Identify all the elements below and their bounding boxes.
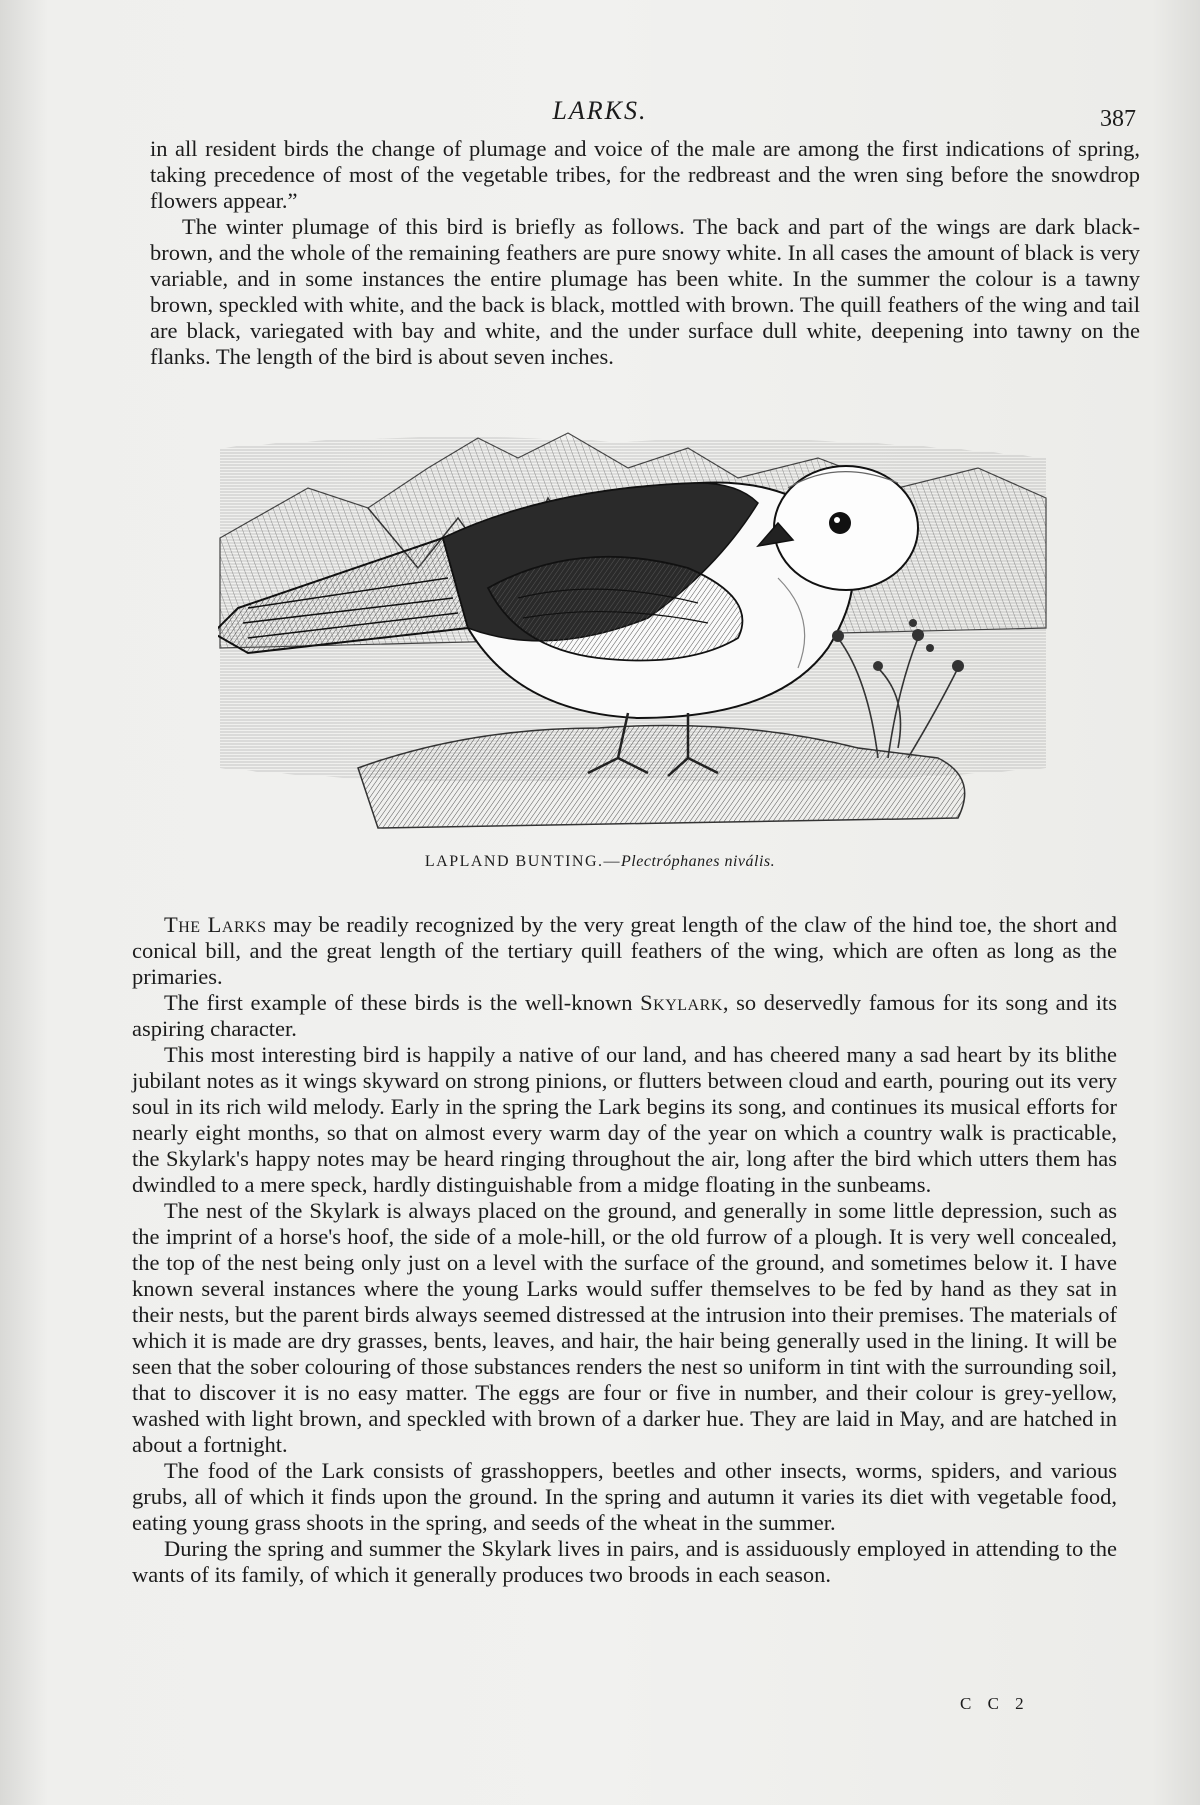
larks-dropcap: The Larks — [164, 912, 267, 937]
paragraph-skylark-intro — [132, 990, 1117, 1042]
text-block-top — [150, 136, 1140, 370]
running-title: LARKS. — [552, 96, 648, 125]
paragraph-larks-intro — [132, 912, 1117, 990]
larks-intro-text: may be readily recognized by the very great length of the claw of the hind toe, the short and conical bill, and the great length of the tertiary quill feathers of the wing, which are often as long as the primaries. — [132, 912, 1117, 989]
caption-latin: Plectróphanes nivális. — [621, 853, 776, 870]
paragraph: The nest of the Skylark is always placed on the ground, and generally in some little depression, such as the imprint of a horse's hoof, the side of a mole-hill, or the old furrow of a plough. It is very well concealed, the top of the nest being only just on a level with the surface of the ground, and sometimes below it. I have known several instances where the young Larks would suffer themselves to be fed by hand as they sat in their nests, but the parent birds always seemed distressed at the intrusion into their premises. The materials of which it is made are dry grasses, bents, leaves, and hair, the hair being generally used in the lining. It will be seen that the sober colouring of those substances renders the nest so uniform in tint with the surrounding soil, that to discover it is no easy matter. The eggs are four or five in number, and their colour is grey-yellow, washed with light brown, and speckled with brown of a darker hue. They are laid in May, and are hatched in about a fortnight. — [132, 1198, 1117, 1457]
lapland-bunting-engraving — [218, 428, 1048, 848]
page-number: 387 — [1100, 106, 1136, 132]
caption-name: LAPLAND BUNTING.— — [424, 853, 622, 870]
signature-mark: C C 2 — [960, 1694, 1030, 1713]
figure-caption — [0, 853, 1200, 871]
paragraph: During the spring and summer the Skylark lives in pairs, and is assiduously employed in attending to the wants of its family, of which it generally produces two broods in each season. — [132, 1536, 1117, 1587]
paragraph: The winter plumage of this bird is briefly as follows. The back and part of the wings are dark black-brown, and the whole of the remaining feathers are pure snowy white. In all cases the amount of black is very variable, and in some instances the entire plumage has been white. In the summer the colour is a tawny brown, speckled with white, and the back is black, mottled with brown. The quill feathers of the wing and tail are black, variegated with bay and white, and the under surface dull white, deepening into tawny on the flanks. The length of the bird is about seven inches. — [150, 214, 1140, 369]
skylark-name: Skylark — [640, 990, 723, 1015]
skylark-intro-post: , so deservedly famous for its song and its aspiring character. — [132, 990, 1117, 1041]
text-block-bottom — [132, 912, 1117, 1588]
paragraph: The food of the Lark consists of grasshoppers, beetles and other insects, worms, spiders, and various grubs, all of which it finds upon the ground. In the spring and autumn it varies its diet with vegetable food, eating young grass shoots in the spring, and seeds of the wheat in the summer. — [132, 1458, 1117, 1535]
skylark-intro-pre: The first example of these birds is the well-known — [164, 990, 641, 1015]
paragraph: This most interesting bird is happily a native of our land, and has cheered many a sad heart by its blithe jubilant notes as it wings skyward on strong pinions, or flutters between cloud and earth, pouring out its very soul in its rich wild melody. Early in the spring the Lark begins its song, and continues its musical efforts for nearly eight months, so that on almost every warm day of the year on which a country walk is practicable, the Skylark's happy notes may be heard ringing throughout the air, long after the bird which utters them has dwindled to a mere speck, hardly distinguishable from a midge floating in the sunbeams. — [132, 1042, 1117, 1197]
paragraph: in all resident birds the change of plumage and voice of the male are among the first indications of spring, taking precedence of most of the vegetable tribes, for the redbreast and the wren sing before the snowdrop flowers appear.” — [150, 136, 1140, 213]
